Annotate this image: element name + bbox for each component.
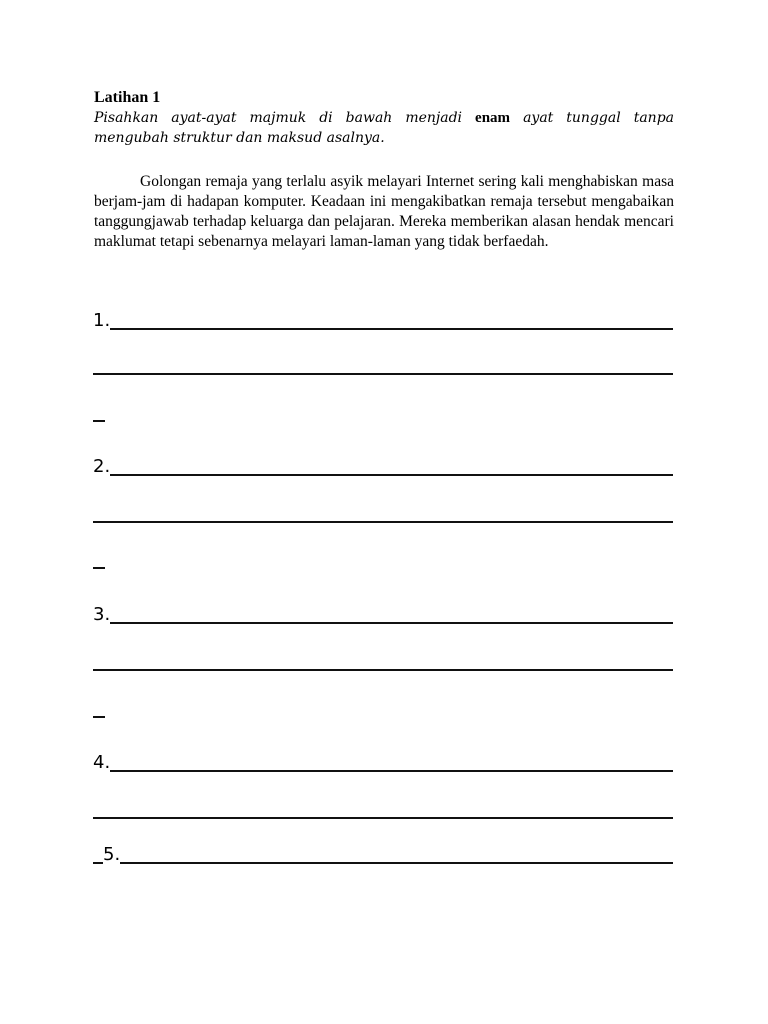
answer-blank-5	[120, 862, 673, 864]
answer-stub-3	[93, 716, 105, 718]
answer-blank-2	[110, 474, 673, 476]
answer-line-4	[93, 752, 673, 774]
instruction-before: Pisahkan ayat-ayat majmuk di bawah menjadi	[94, 110, 463, 126]
answer-blank-3	[110, 622, 673, 624]
answer-continuation-line-4	[93, 799, 673, 821]
answer-blank-1b	[93, 373, 673, 375]
answer-blank-2b	[93, 521, 673, 523]
answer-line-5	[93, 844, 673, 866]
instruction-after: ayat tunggal tanpa mengubah struktur dan maksud asalnya.	[94, 110, 675, 146]
answer-number-2: 2.	[93, 456, 111, 477]
answer-continuation-line-2	[93, 503, 673, 525]
answer-number-5: 5.	[103, 844, 121, 865]
answer-number-1: 1.	[93, 310, 111, 331]
answer-line-2	[93, 456, 673, 478]
answer-number-3: 3.	[93, 604, 111, 625]
answer-blank-4b	[93, 817, 673, 819]
passage-text: Golongan remaja yang terlalu asyik melayari Internet sering kali menghabiskan masa berjam-jam di hadapan komputer. Keadaan ini mengakibatkan remaja tersebut mengabaikan tanggungjawab terhadap keluarga dan pelajaran. Mereka memberikan alasan hendak mencari maklumat tetapi sebenarnya melayari laman-laman yang tidak berfaedah.	[94, 173, 674, 250]
answer-continuation-line-1	[93, 355, 673, 377]
answer-number-4: 4.	[93, 752, 111, 773]
exercise-title: Latihan 1	[94, 89, 161, 106]
answer-line-1	[93, 310, 673, 332]
answer-stub-2	[93, 567, 105, 569]
instruction-text	[94, 108, 674, 148]
answer-continuation-line-3	[93, 651, 673, 673]
instruction-keyword: enam	[475, 110, 511, 126]
answer-blank-4	[110, 770, 673, 772]
answer-blank-3b	[93, 669, 673, 671]
answer-blank-1	[110, 328, 673, 330]
answer-stub-1	[93, 420, 105, 422]
answer-stub-4	[93, 862, 103, 864]
answer-line-3	[93, 604, 673, 626]
